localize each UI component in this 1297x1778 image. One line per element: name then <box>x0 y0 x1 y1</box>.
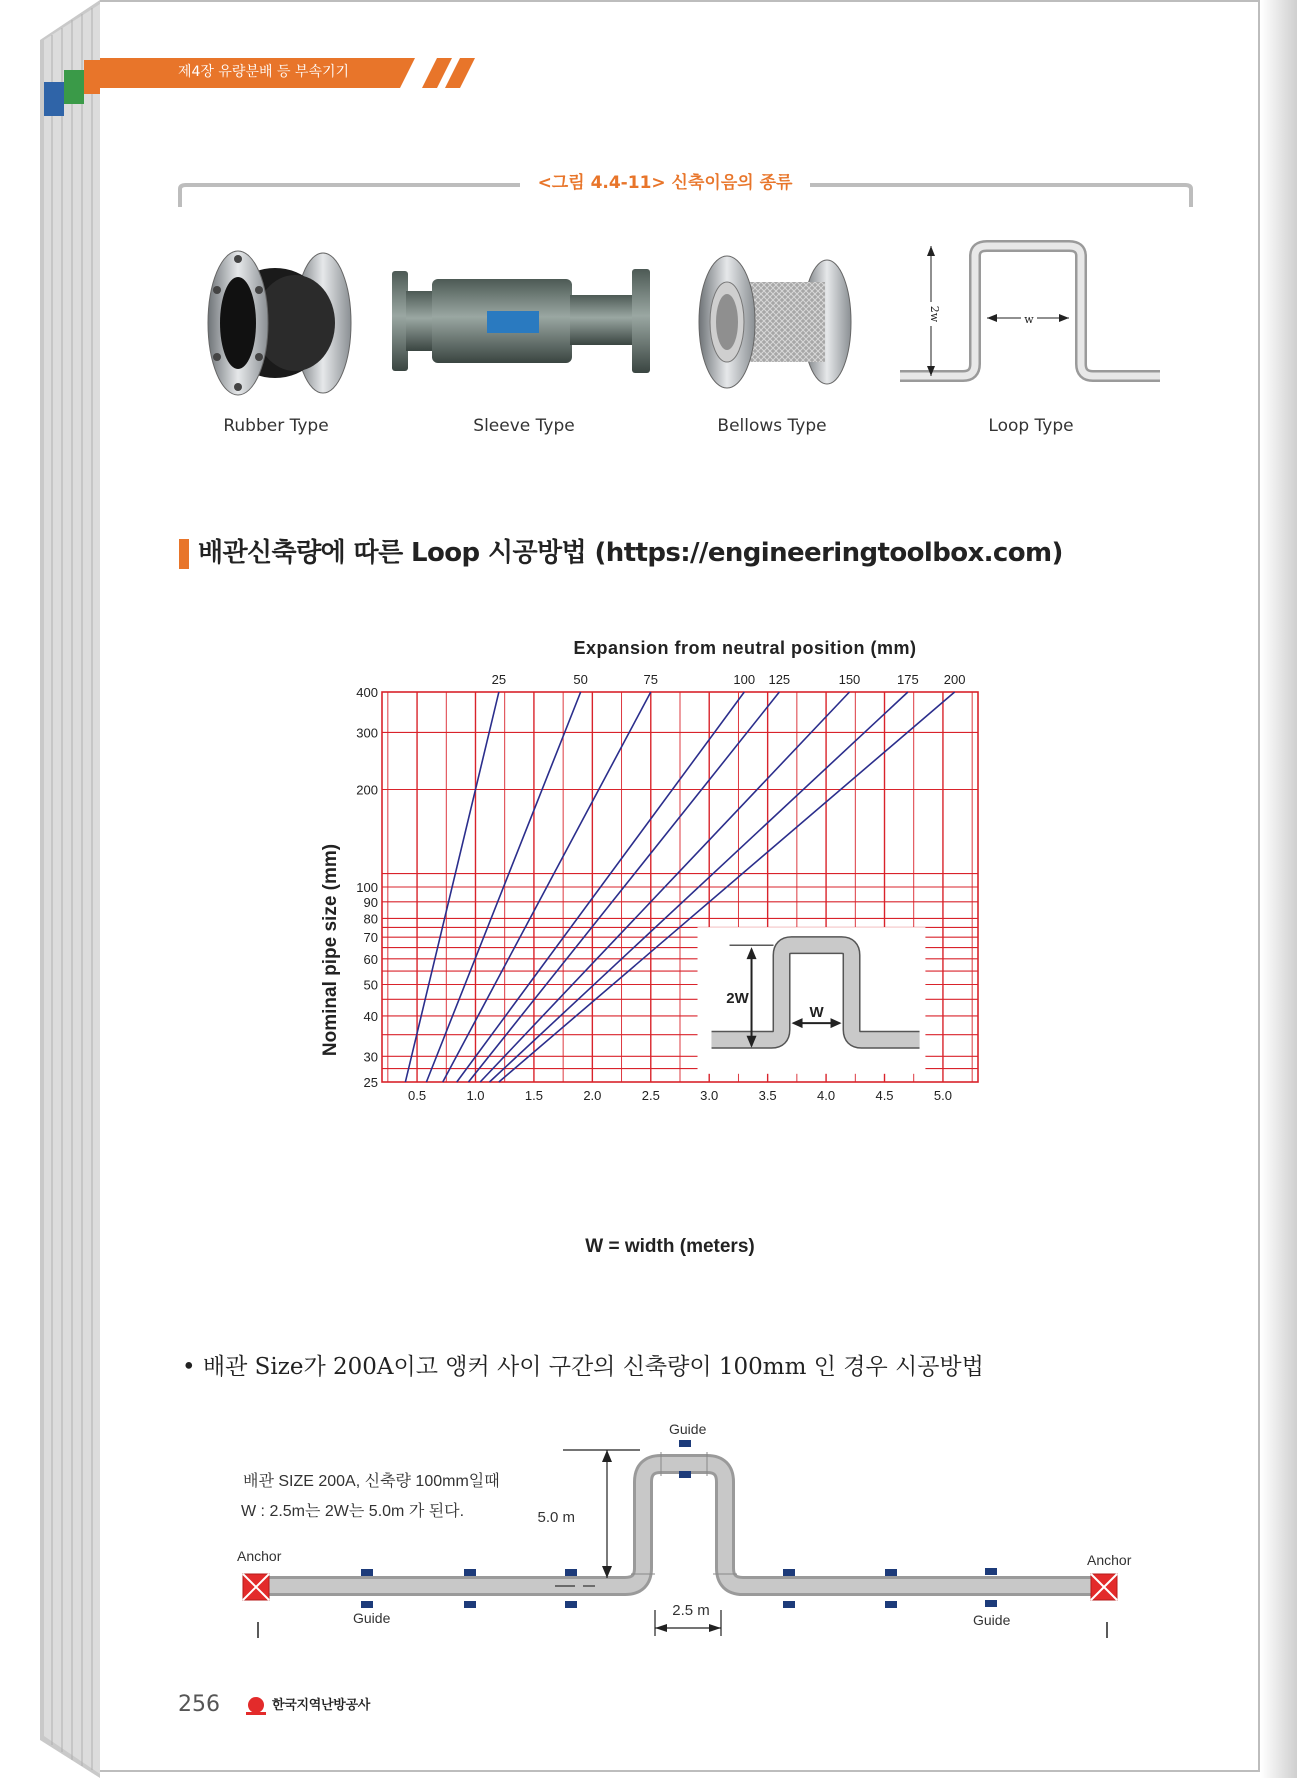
series-label-75: 75 <box>643 672 659 687</box>
chapter-title: 제4장 유량분배 등 부속기기 <box>178 64 350 80</box>
x-tick-4.5: 4.5 <box>875 1088 894 1103</box>
figure-caption: <그림 4.4-11> 신축이음의 종류 <box>520 171 810 195</box>
series-label-125: 125 <box>768 672 791 687</box>
y-tick-70: 70 <box>363 930 378 946</box>
example-note-line2: W : 2.5m는 2W는 5.0m 가 된다. <box>241 1503 465 1520</box>
guide-label-right: Guide <box>973 1612 1011 1628</box>
series-label-200: 200 <box>943 672 966 687</box>
series-label-50: 50 <box>573 672 588 687</box>
x-tick-5.0: 5.0 <box>933 1088 952 1103</box>
loop-height-label: 2w <box>928 305 941 323</box>
inset-height-label: 2W <box>726 990 749 1008</box>
series-label-25: 25 <box>491 672 507 687</box>
y-tick-60: 60 <box>363 951 378 967</box>
y-tick-25: 25 <box>363 1075 378 1090</box>
x-tick-0.5: 0.5 <box>408 1088 427 1103</box>
rubber-type-label: Rubber Type <box>223 416 329 436</box>
example-note-line1: 배관 SIZE 200A, 신축량 100mm일때 <box>243 1473 500 1490</box>
section-marker <box>179 539 189 569</box>
width-dimension-label: 2.5 m <box>672 1602 710 1619</box>
loop-type-diagram <box>895 240 1165 390</box>
height-dimension-label: 5.0 m <box>537 1509 575 1526</box>
publisher-name: 한국지역난방공사 <box>272 1698 371 1713</box>
x-tick-3.5: 3.5 <box>758 1088 777 1103</box>
chart-title: Expansion from neutral position (mm) <box>573 638 917 658</box>
rubber-joint-photo <box>205 245 355 400</box>
y-tick-400: 400 <box>356 685 378 700</box>
bellows-joint-photo <box>695 252 855 392</box>
section-title: 배관신축량에 따른 Loop 시공방법 (https://engineeringtoolbox.com) <box>198 538 1063 568</box>
y-tick-90: 90 <box>363 894 378 910</box>
x-tick-2.5: 2.5 <box>641 1088 660 1103</box>
guide-label-top: Guide <box>669 1421 707 1437</box>
y-tick-80: 80 <box>363 911 378 927</box>
loop-width-label: w <box>1024 313 1034 326</box>
y-tick-30: 30 <box>363 1049 378 1065</box>
x-tick-3.0: 3.0 <box>700 1088 719 1103</box>
left-anchor-label: Anchor <box>237 1548 282 1564</box>
y-tick-100: 100 <box>356 880 378 895</box>
y-tick-50: 50 <box>363 977 378 993</box>
book-spine <box>0 0 102 1778</box>
y-tick-40: 40 <box>363 1008 378 1024</box>
page-number: 256 <box>178 1692 220 1717</box>
y-tick-300: 300 <box>356 725 378 741</box>
page-shadow <box>1261 0 1297 1778</box>
chart-xlabel: W = width (meters) <box>585 1236 755 1257</box>
publisher-logo-icon <box>244 1694 268 1718</box>
x-tick-1.5: 1.5 <box>524 1088 543 1103</box>
inset-width-label: W <box>809 1004 824 1022</box>
y-tick-200: 200 <box>356 782 378 798</box>
example-title: • 배관 Size가 200A이고 앵커 사이 구간의 신축량이 100mm 인 경우 시공방법 <box>182 1354 984 1380</box>
example-diagram <box>225 1410 1145 1650</box>
sleeve-joint-photo <box>392 265 657 377</box>
series-label-175: 175 <box>897 672 919 687</box>
x-tick-4.0: 4.0 <box>817 1088 836 1103</box>
left-anchor-icon <box>243 1574 269 1600</box>
loop-sizing-chart <box>300 630 1020 1270</box>
series-label-100: 100 <box>733 672 756 687</box>
right-anchor-label: Anchor <box>1087 1552 1132 1568</box>
series-label-150: 150 <box>838 672 861 687</box>
chart-inset <box>698 927 926 1074</box>
bellows-type-label: Bellows Type <box>717 416 827 436</box>
x-tick-1.0: 1.0 <box>466 1088 485 1103</box>
loop-type-label: Loop Type <box>988 416 1074 436</box>
sleeve-type-label: Sleeve Type <box>473 416 575 436</box>
x-tick-2.0: 2.0 <box>583 1088 602 1103</box>
right-anchor-icon <box>1091 1574 1117 1600</box>
guide-label-left: Guide <box>353 1610 391 1626</box>
chart-ylabel: Nominal pipe size (mm) <box>320 843 341 1057</box>
